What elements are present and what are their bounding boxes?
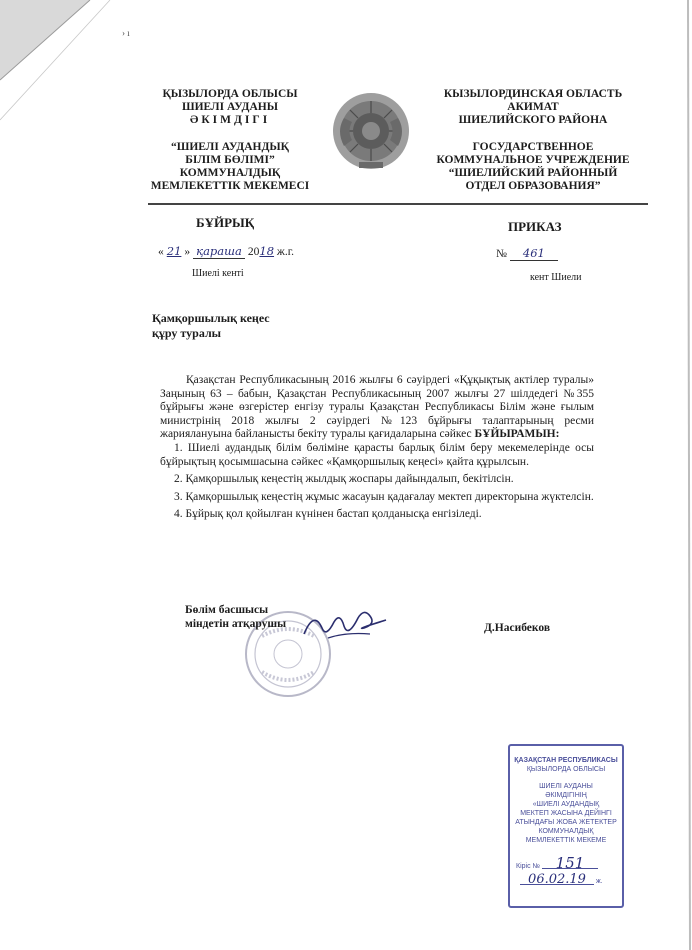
body-intro-text: Қазақстан Республикасының 2016 жылғы 6 сәуірдегі «Құқықтық актілер туралы» Заңының 63 – бабын, Қазақстан Республикасының 2007 жылғы 27 шілдедегі №355 бұйрығы және өзгерістер енгізу туралы Қазақстан Республикасы Білім және ғылым министрінің 2018 жылғы 2 сәуірдегі №123 бұйрығы талаптарының ресми жариялануына байланысты бекіту туралы қағидаларына сәйкес	[160, 374, 594, 441]
order-place-kz: Шиелі кенті	[192, 268, 244, 279]
order-number: 461	[510, 246, 558, 261]
order-title-line2: құру туралы	[152, 326, 222, 340]
stamp-line7: АТЫНДАҒЫ ЖОБА ЖЕТЕКТЕР	[515, 819, 617, 826]
corner-mark: › ı	[122, 28, 130, 38]
state-emblem-icon	[330, 88, 412, 174]
header-left-line6: КОММУНАЛДЫҚ	[179, 167, 281, 180]
stamp-line8: КОММУНАЛДЫҚ	[538, 828, 594, 835]
order-word-kz: БҰЙРЫҚ	[196, 215, 255, 230]
stamp-line5: «ШИЕЛІ АУДАНДЫҚ	[532, 801, 600, 808]
order-number-ru	[496, 246, 558, 261]
handwritten-signature-icon	[300, 604, 390, 648]
signature-role-line2: міндетін атқарушы	[185, 618, 287, 630]
header-right-line2: АКИМАТ	[507, 101, 559, 114]
body-command: БҰЙЫРАМЫН:	[474, 428, 560, 441]
signature-name: Д.Насибеков	[484, 622, 551, 634]
signature-role-line1: Бөлім басшысы	[185, 604, 269, 616]
order-word-ru: ПРИКАЗ	[508, 219, 562, 234]
header-left-line5: БІЛІМ БӨЛІМІ”	[185, 153, 275, 166]
order-month: қараша	[193, 244, 245, 259]
header-left-line7: МЕМЛЕКЕТТІК МЕКЕМЕСІ	[150, 180, 310, 193]
order-date-kz	[158, 244, 294, 259]
body-item-3: 3. Қамқоршылық кеңестің жұмыс жасауын қадағалау мектеп директорына жүктелсін.	[174, 490, 594, 503]
order-place-ru: кент Шиели	[530, 272, 582, 283]
header-left-line2: ШИЕЛІ АУДАНЫ	[181, 101, 279, 114]
order-year-unit: ж.г.	[276, 246, 295, 258]
stamp-line2: ҚЫЗЫЛОРДА ОБЛЫСЫ	[526, 766, 606, 773]
order-year-prefix: 20	[247, 246, 260, 258]
order-day: 21	[166, 244, 182, 258]
registration-stamp	[508, 744, 624, 908]
date-quote-open: «	[158, 246, 164, 258]
stamp-kiris-label: Кіріс №	[516, 863, 541, 870]
header-left	[140, 88, 320, 193]
order-title-line1: Қамқоршылық кеңес	[152, 311, 270, 325]
body-intro	[160, 374, 594, 442]
body-item-1: 1. Шиелі аудандық білім бөліміне қарасты барлық білім беру мекемелерінде осы бұйрықтың қосымшасына сәйкес «Қамқоршылық кеңесі» қайта құрылсын.	[160, 441, 594, 468]
header-left-line4: “ШИЕЛІ АУДАНДЫҚ	[170, 140, 290, 153]
order-body	[160, 374, 594, 522]
header-right-line7: ОТДЕЛ ОБРАЗОВАНИЯ”	[465, 180, 601, 193]
stamp-line1: ҚАЗАҚСТАН РЕСПУБЛИКАСЫ	[514, 757, 618, 764]
signature-role	[185, 603, 286, 631]
stamp-line4: ӘКІМДІГІНІҢ	[545, 792, 587, 799]
header-right-line4: ГОСУДАРСТВЕННОЕ	[472, 140, 594, 153]
order-year-suffix: 18	[259, 244, 275, 258]
stamp-kiris-number: 151	[542, 859, 598, 869]
order-number-label: №	[496, 248, 507, 260]
stamp-kiris	[510, 854, 622, 872]
header-divider	[148, 203, 648, 205]
header-right-line6: “ШИЕЛИЙСКИЙ РАЙОННЫЙ	[448, 167, 618, 180]
body-item-2: 2. Қамқоршылық кеңестің жылдық жоспары дайындалып, бекітілсін.	[174, 473, 514, 486]
stamp-date: 06.02.19	[520, 875, 594, 885]
header-right-line3: ШИЕЛИЙСКОГО РАЙОНА	[458, 114, 608, 127]
stamp-date-row	[510, 872, 622, 887]
header-right-line5: КОММУНАЛЬНОЕ УЧРЕЖДЕНИЕ	[436, 153, 630, 166]
date-quote-close: »	[184, 246, 191, 258]
stamp-line9: МЕМЛЕКЕТТІК МЕКЕМЕ	[525, 837, 607, 844]
order-title	[152, 311, 270, 341]
stamp-line6: МЕКТЕП ЖАСЫНА ДЕЙІНГІ	[520, 810, 612, 817]
header-left-line3: ӘКІМДІГІ	[189, 114, 271, 127]
stamp-date-suffix: ж.	[595, 878, 603, 885]
header-right	[418, 88, 648, 193]
body-item-4: 4. Бұйрық қол қойылған күнінен бастап қолданысқа енгізіледі.	[174, 508, 482, 521]
header-left-line1: ҚЫЗЫЛОРДА ОБЛЫСЫ	[162, 88, 298, 100]
header-right-line1: КЫЗЫЛОРДИНСКАЯ ОБЛАСТЬ	[443, 88, 623, 100]
stamp-line3: ШИЕЛІ АУДАНЫ	[539, 783, 593, 790]
